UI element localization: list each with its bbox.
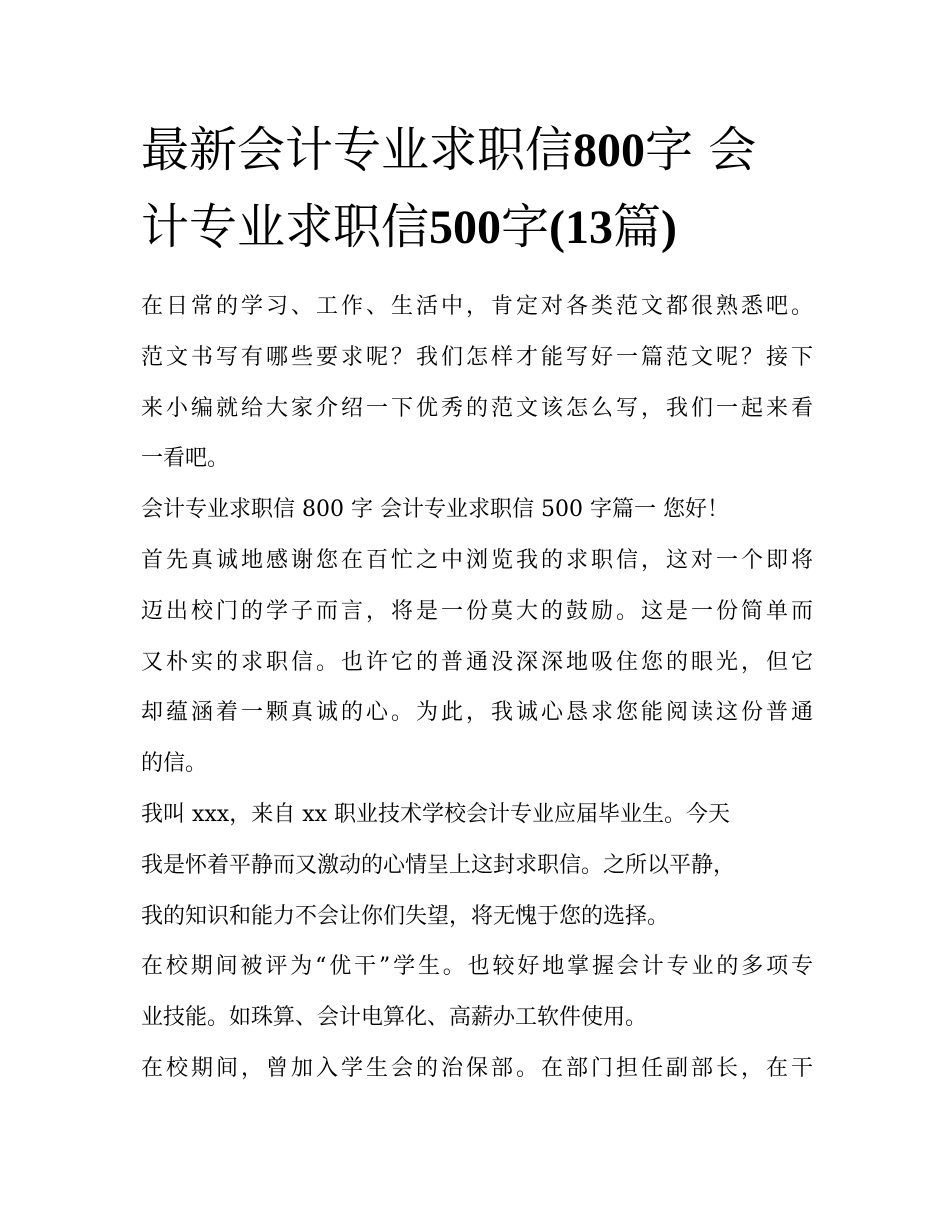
body-line: 我是怀着平静而又激动的心情呈上这封求职信。之所以平静， xyxy=(141,852,736,878)
title-text: 计专业求职信 xyxy=(141,199,430,255)
body-line: 一看吧。 xyxy=(141,446,230,472)
document-body xyxy=(141,282,813,1095)
title-line-1 xyxy=(141,112,811,189)
body-line: 我叫 xxx，来自 xx 职业技术学校会计专业应届毕业生。今天 xyxy=(141,801,731,827)
title-text: 字 会 xyxy=(645,122,757,178)
body-line: 业技能。如珠算、会计电算化、高薪办工软件使用。 xyxy=(141,1005,648,1031)
body-line: 来小编就给大家介绍一下优秀的范文该怎么写，我们一起来看 xyxy=(141,395,813,421)
title-number: (13 xyxy=(549,201,614,254)
body-line: 我的知识和能力不会让你们失望，将无愧于您的选择。 xyxy=(141,903,670,929)
body-line: 在日常的学习、工作、生活中，肯定对各类范文都很熟悉吧。 xyxy=(141,294,813,319)
title-paren: ) xyxy=(661,201,678,254)
title-text: 最新会计专业求职信 xyxy=(141,122,574,178)
title-number: 800 xyxy=(573,124,646,177)
body-line: 又朴实的求职信。也许它的普通没深深地吸住您的眼光，但它 xyxy=(141,649,813,675)
title-text: 字 xyxy=(501,199,550,255)
document-title xyxy=(141,112,811,266)
title-text: 篇 xyxy=(613,199,662,255)
body-line: 在校期间，曾加入学生会的治保部。在部门担任副部长，在干 xyxy=(141,1055,813,1081)
body-line: 迈出校门的学子而言，将是一份莫大的鼓励。这是一份简单而 xyxy=(141,598,813,624)
body-line: 范文书写有哪些要求呢？我们怎样才能写好一篇范文呢？接下 xyxy=(141,344,813,370)
title-line-2 xyxy=(141,189,811,266)
body-line: 却蕴涵着一颗真诚的心。为此，我诚心恳求您能阅读这份普通 xyxy=(141,700,813,726)
body-line: 的信。 xyxy=(141,751,208,777)
body-line: 首先真诚地感谢您在百忙之中浏览我的求职信，这对一个即将 xyxy=(141,547,813,573)
body-line: 在校期间被评为“优干”学生。也较好地掌握会计专业的多项专 xyxy=(141,954,813,980)
body-line: 会计专业求职信 800 字 会计专业求职信 500 字篇一 您好！ xyxy=(141,497,729,523)
title-number: 500 xyxy=(429,201,502,254)
